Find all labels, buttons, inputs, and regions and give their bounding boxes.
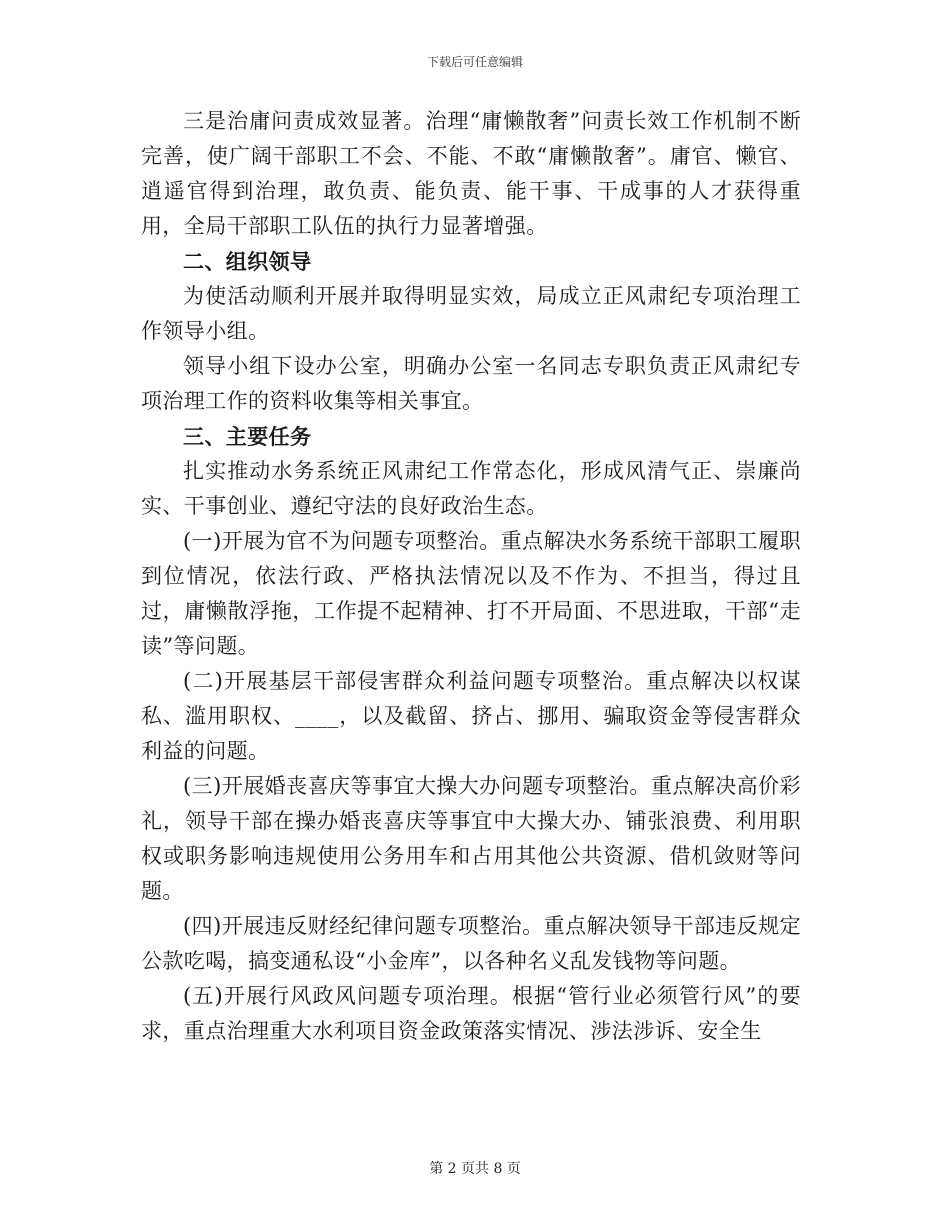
paragraph-normalization: 扎实推动水务系统正风肃纪工作常态化，形成风清气正、崇廉尚实、干事创业、遵纪守法的良好政治生态。: [141, 459, 801, 518]
section-heading-main-tasks: 三、主要任务: [183, 424, 312, 449]
page-footer: 第 2 页共 8 页: [429, 1161, 521, 1177]
paragraph-office: 领导小组下设办公室，明确办公室一名同志专职负责正风肃纪专项治理工作的资料收集等相关事宜。: [141, 354, 801, 413]
paragraph-leading-group: 为使活动顺利开展并取得明显实效，局成立正风肃纪专项治理工作领导小组。: [141, 284, 801, 343]
paragraph-task-5: (五)开展行风政风问题专项治理。根据“管行业必须管行风”的要求，重点治理重大水利项目资金政策落实情况、涉法涉诉、安全生: [141, 984, 801, 1043]
paragraph-task-2: (二)开展基层干部侵害群众利益问题专项整治。重点解决以权谋私、滥用职权、____，以及截留、挤占、挪用、骗取资金等侵害群众利益的问题。: [141, 669, 801, 763]
paragraph-task-4: (四)开展违反财经纪律问题专项整治。重点解决领导干部违反规定公款吃喝，搞变通私设“小金库”，以各种名义乱发钱物等问题。: [141, 914, 801, 973]
page-header: 下载后可任意编辑: [426, 55, 523, 69]
paragraph-accountability-results: 三是治庸问责成效显著。治理“庸懒散奢”问责长效工作机制不断完善，使广阔干部职工不会、不能、不敢“庸懒散奢”。庸官、懒官、逍遥官得到治理，敢负责、能负责、能干事、干成事的人才获得重用，全局干部职工队伍的执行力显著增强。: [141, 109, 801, 238]
paragraph-task-3: (三)开展婚丧喜庆等事宜大操大办问题专项整治。重点解决高价彩礼，领导干部在操办婚丧喜庆等事宜中大操大办、铺张浪费、利用职权或职务影响违规使用公务用车和占用其他公共资源、借机敛财等问题。: [141, 774, 801, 903]
section-heading-organization: 二、组织领导: [183, 249, 312, 274]
paragraph-task-1: (一)开展为官不为问题专项整治。重点解决水务系统干部职工履职到位情况，依法行政、严格执法情况以及不作为、不担当，得过且过，庸懒散浮拖，工作提不起精神、打不开局面、不思进取，干部“走读”等问题。: [141, 529, 801, 658]
document-body: [141, 104, 801, 1049]
